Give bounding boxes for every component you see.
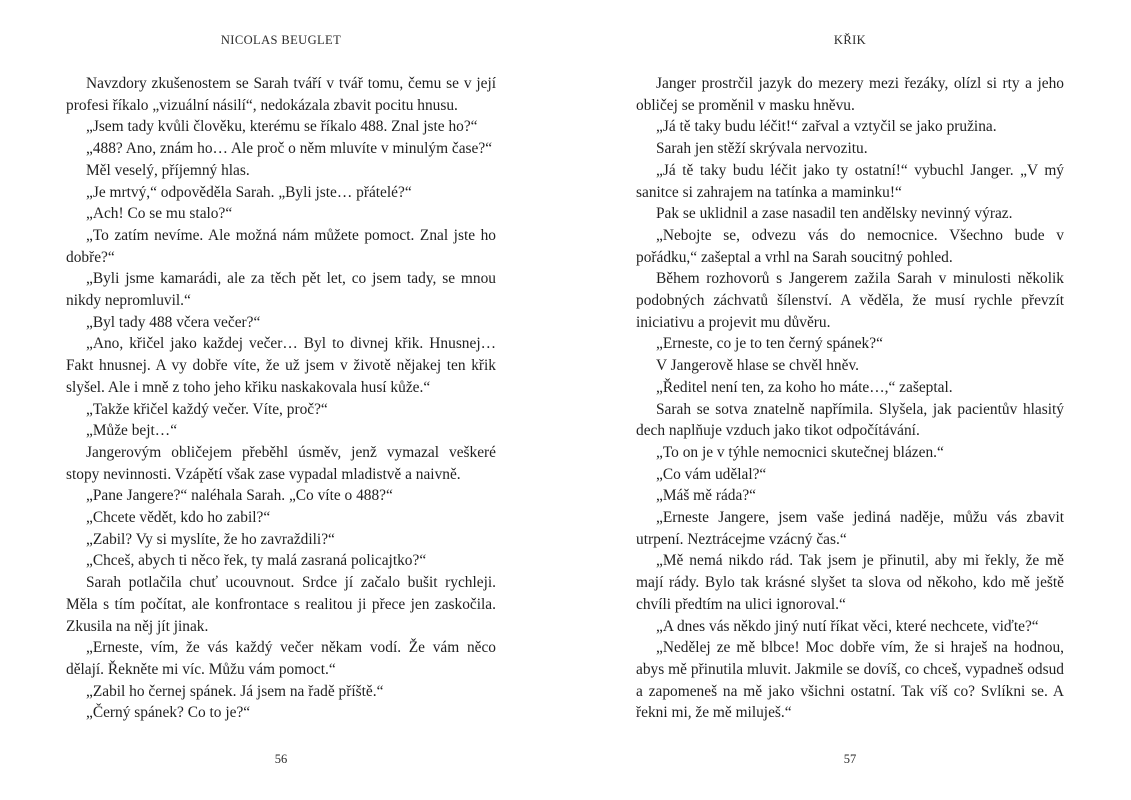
- paragraph: „Nedělej ze mě blbce! Moc dobře vím, že si hraješ na hodnou, abys mě přinutila mluvit. Jakmile se dovíš, co chceš, vypadneš odsud a zapomeneš na mě jako všichni ostatní. Tak víš co? Svlíkni se. A řekni mi, že mě miluješ.“: [636, 639, 1064, 722]
- paragraph: „Erneste, vím, že vás každý večer někam vodí. Že vám něco dělají. Řekněte mi víc. Můžu vám pomoct.“: [66, 639, 496, 678]
- paragraph: „Erneste Jangere, jsem vaše jediná naděje, můžu vás zbavit utrpení. Neztrácejme vzácný čas.“: [636, 509, 1064, 548]
- paragraph: „Byl tady 488 včera večer?“: [86, 313, 261, 331]
- paragraph: Navzdory zkušenostem se Sarah tváří v tvář tomu, čemu se v její profesi říkalo „vizuální násilí“, nedokázala zbavit pocitu hnusu.: [66, 75, 496, 114]
- paragraph: „A dnes vás někdo jiný nutí říkat věci, které nechcete, viďte?“: [656, 617, 1039, 635]
- paragraph: Sarah jen stěží skrývala nervozitu.: [656, 140, 868, 158]
- paragraph: „Ředitel není ten, za koho ho máte…,“ zašeptal.: [656, 378, 953, 396]
- paragraph: „Byli jsme kamarádi, ale za těch pět let, co jsem tady, se mnou nikdy nepromluvil.“: [66, 270, 496, 310]
- running-head-author: NICOLAS BEUGLET: [220, 33, 342, 47]
- page-number: 57: [843, 752, 857, 766]
- paragraph: V Jangerově hlase se chvěl hněv.: [656, 357, 860, 375]
- paragraph: Sarah se sotva znatelně napřímila. Slyšela, jak pacientův hlasitý dech naplňuje vzduch jako tikot odpočítávání.: [636, 400, 1064, 440]
- paragraph: „Ano, křičel jako každej večer… Byl to divnej křik. Hnusnej… Fakt hnusnej. A vy dobře víte, že už jsem v životě nějakej ten křik slyšel. Ale i mně z toho jeho křiku naskakovala husí kůže.“: [66, 335, 496, 396]
- page-number: 56: [274, 752, 288, 766]
- paragraph: „Máš mě ráda?“: [656, 487, 756, 505]
- paragraph: „Erneste, co je to ten černý spánek?“: [656, 335, 883, 353]
- paragraph: „Já tě taky budu léčit!“ zařval a vztyčil se jako pružina.: [656, 118, 997, 136]
- left-page: [66, 0, 496, 800]
- paragraph: „Může bejt…“: [86, 422, 178, 440]
- paragraph: „Takže křičel každý večer. Víte, proč?“: [86, 400, 328, 418]
- paragraph: „Je mrtvý,“ odpověděla Sarah. „Byli jste… přátelé?“: [86, 183, 412, 201]
- paragraph: „Mě nemá nikdo rád. Tak jsem je přinutil, aby mi řekly, že mě mají rády. Bylo tak krásné slyšet ta slova od někoho, kdo mě ještě chvíli předtím na ulici ignoroval.“: [636, 552, 1064, 613]
- left-page-body: [66, 73, 496, 724]
- paragraph: „Chceš, abych ti něco řek, ty malá zasraná policajtko?“: [86, 552, 427, 570]
- right-page-body: [636, 73, 1064, 724]
- paragraph: „Jsem tady kvůli člověku, kterému se říkalo 488. Znal jste ho?“: [86, 118, 478, 136]
- paragraph: Měl veselý, příjemný hlas.: [86, 161, 250, 179]
- paragraph: Sarah potlačila chuť ucouvnout. Srdce jí začalo bušit rychleji. Měla s tím počítat, ale konfrontace s realitou ji přece jen zaskočila. Zkusila na něj jít jinak.: [66, 574, 496, 635]
- paragraph: Během rozhovorů s Jangerem zažila Sarah v minulosti několik podobných záchvatů šílenství. A věděla, že musí rychle převzít iniciativu a projevit mu důvěru.: [636, 270, 1064, 331]
- paragraph: „Zabil? Vy si myslíte, že ho zavraždili?“: [86, 530, 335, 548]
- paragraph: „488? Ano, znám ho… Ale proč o něm mluvíte v minulým čase?“: [86, 140, 493, 158]
- paragraph: „Já tě taky budu léčit jako ty ostatní!“ vybuchl Janger. „V mý sanitce si zahrajem na tatínka a maminku!“: [636, 161, 1064, 201]
- paragraph: „To on je v týhle nemocnici skutečnej blázen.“: [656, 443, 944, 461]
- paragraph: „Co vám udělal?“: [656, 465, 767, 483]
- paragraph: „Černý spánek? Co to je?“: [86, 704, 251, 722]
- paragraph: Pak se uklidnil a zase nasadil ten andělsky nevinný výraz.: [656, 205, 1013, 223]
- right-page: [636, 0, 1064, 800]
- paragraph: „Pane Jangere?“ naléhala Sarah. „Co víte o 488?“: [86, 487, 393, 505]
- paragraph: „Nebojte se, odvezu vás do nemocnice. Všechno bude v pořádku,“ zašeptal a vrhl na Sarah soucitný pohled.: [636, 226, 1064, 266]
- paragraph: „Ach! Co se mu stalo?“: [86, 205, 233, 223]
- paragraph: Jangerovým obličejem přeběhl úsměv, jenž vymazal veškeré stopy nevinnosti. Vzápětí však zase vypadal mladistvě a naivně.: [66, 443, 496, 483]
- paragraph: „Zabil ho černej spánek. Já jsem na řadě příště.“: [86, 682, 384, 700]
- running-head-title: KŘIK: [833, 33, 867, 47]
- paragraph: Janger prostrčil jazyk do mezery mezi řezáky, olízl si rty a jeho obličej se proměnil v masku hněvu.: [636, 75, 1064, 114]
- paragraph: „To zatím nevíme. Ale možná nám můžete pomoct. Znal jste ho dobře?“: [66, 226, 496, 266]
- paragraph: „Chcete vědět, kdo ho zabil?“: [86, 509, 271, 527]
